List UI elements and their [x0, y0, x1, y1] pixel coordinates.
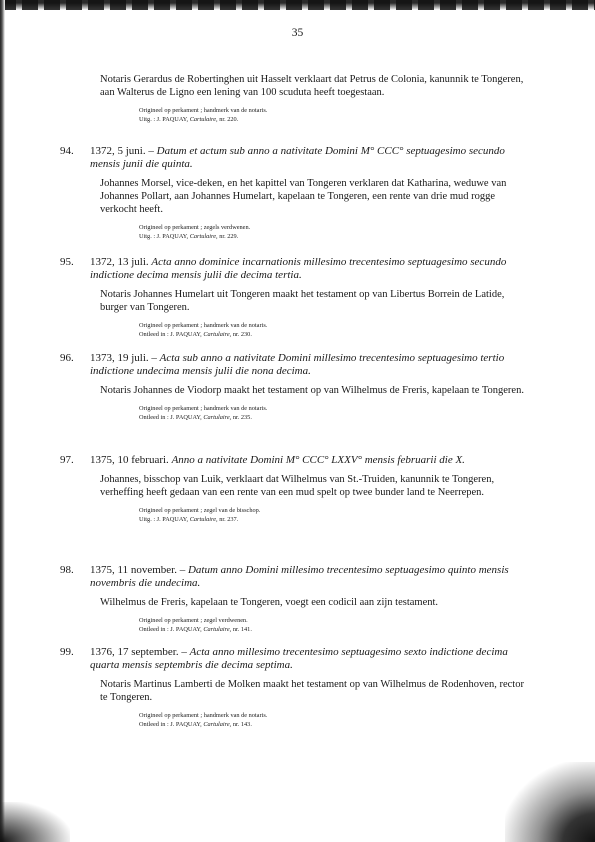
entry-note-edition: Ontleed in : J. PAQUAY, Cartulaire, nr. 230. — [139, 331, 252, 338]
entry-number: 94. — [60, 145, 74, 157]
entry-date: 1373, 19 juli. – — [90, 352, 160, 364]
entry-latin-dating: Acta anno millesimo trecentesimo septuagesimo sexto indictione decima quarta mensis septembris die decima septima. — [90, 646, 508, 671]
entry-note-source: Origineel op perkament ; zegel van de bisschop. — [139, 507, 261, 514]
entry-note-edition: Ontleed in : J. PAQUAY, Cartulaire, nr. 141. — [139, 626, 252, 633]
entry-note-source: Origineel op perkament ; handmerk van de notaris. — [139, 405, 268, 412]
entry-notes — [90, 321, 530, 339]
entry-heading — [90, 256, 530, 282]
entry-note-source: Origineel op perkament ; handmerk van de notaris. — [139, 712, 268, 719]
entry-note-source: Origineel op perkament ; zegel verdwenen. — [139, 617, 248, 624]
scan-corner-shadow — [505, 762, 595, 842]
entry-latin-dating: Datum anno Domini millesimo trecentesimo septuagesimo quinto mensis novembris die undecima. — [90, 564, 509, 589]
entry-note-edition: Uitg. : J. PAQUAY, Cartulaire, nr. 237. — [139, 516, 239, 523]
entry-date: 1375, 11 november. – — [90, 564, 188, 576]
entry-96 — [60, 352, 530, 422]
entry-note-edition: Uitg. : J. PAQUAY, Cartulaire, nr. 229. — [139, 233, 239, 240]
entry-99 — [60, 646, 530, 729]
scan-left-edge — [0, 0, 5, 842]
entry-summary: Johannes, bisschop van Luik, verklaart dat Wilhelmus van St.-Truiden, kanunnik te Tongeren, verheffing heeft gedaan van een rente van een mud spelt op twee bunder land te Neerrepen. — [100, 474, 495, 498]
entry-94 — [60, 145, 530, 241]
entry-number: 97. — [60, 454, 74, 466]
entry-heading — [90, 454, 530, 467]
entry-summary: Notaris Martinus Lamberti de Molken maakt het testament op van Wilhelmus de Rodenhoven, rector te Tongeren. — [100, 679, 524, 703]
entry-summary: Notaris Johannes de Viodorp maakt het testament op van Wilhelmus de Freris, kapelaan te Tongeren. — [100, 385, 524, 396]
entry-note-source: Origineel op perkament ; zegels verdwenen. — [139, 224, 251, 231]
entry-note-edition: Ontleed in : J. PAQUAY, Cartulaire, nr. 235. — [139, 414, 252, 421]
entry-notes — [90, 506, 530, 524]
entry-date: 1372, 5 juni. – — [90, 145, 157, 157]
entry-number: 96. — [60, 352, 74, 364]
entry-heading — [90, 352, 530, 378]
entry-heading — [90, 646, 530, 672]
entry-notes — [90, 404, 530, 422]
entry-date: 1376, 17 september. – — [90, 646, 190, 658]
entry-98 — [60, 564, 530, 634]
entry-notes — [90, 711, 530, 729]
entry-summary: Notaris Gerardus de Robertinghen uit Hasselt verklaart dat Petrus de Colonia, kanunnik te Tongeren, aan Walterus de Ligno een lening van 100 scuduta heeft toegestaan. — [100, 74, 524, 98]
scan-top-edge-marks — [0, 0, 595, 10]
entry-note-edition: Uitg. : J. PAQUAY, Cartulaire, nr. 220. — [139, 116, 239, 123]
scan-bottom-left-shadow — [0, 802, 70, 842]
entry-date: 1372, 13 juli. — [90, 256, 152, 268]
entry-latin-dating: Anno a nativitate Domini M° CCC° LXXV° mensis februarii die X. — [171, 454, 465, 466]
entry-97 — [60, 454, 530, 524]
entry-95 — [60, 256, 530, 339]
entry-note-source: Origineel op perkament ; handmerk van de notaris. — [139, 322, 268, 329]
entry-notes — [90, 616, 530, 634]
entry-number: 99. — [60, 646, 74, 658]
entry-notes — [90, 106, 530, 124]
entry-summary: Wilhelmus de Freris, kapelaan te Tongeren, voegt een codicil aan zijn testament. — [100, 597, 439, 608]
entry-heading — [90, 145, 530, 171]
entry-notes — [90, 223, 530, 241]
entry-date: 1375, 10 februari. — [90, 454, 172, 466]
entry-number: 95. — [60, 256, 74, 268]
intro-entry — [90, 73, 530, 124]
entry-latin-dating: Acta anno dominice incarnationis millesimo trecentesimo septuagesimo secundo indictione decima mensis julii die decima tertia. — [90, 256, 507, 281]
entry-note-edition: Ontleed in : J. PAQUAY, Cartulaire, nr. 143. — [139, 721, 252, 728]
page-number: 35 — [291, 27, 304, 39]
entry-latin-dating: Datum et actum sub anno a nativitate Domini M° CCC° septuagesimo secundo mensis junii die quinta. — [90, 145, 505, 170]
entry-note-source: Origineel op perkament ; handmerk van de notaris. — [139, 107, 268, 114]
entry-summary: Notaris Johannes Humelart uit Tongeren maakt het testament op van Libertus Borrein de Latide, burger van Tongeren. — [100, 289, 505, 313]
entry-number: 98. — [60, 564, 74, 576]
entry-latin-dating: Acta sub anno a nativitate Domini millesimo trecentesimo septuagesimo tertio indictione undecima mensis julii die nona decima. — [90, 352, 505, 377]
entry-heading — [90, 564, 530, 590]
entry-summary: Johannes Morsel, vice-deken, en het kapittel van Tongeren verklaren dat Katharina, weduwe van Johannes Pollart, aan Johannes Humelart, kapelaan te Tongeren, een rente van drie mud rogge verkocht heeft. — [100, 178, 507, 215]
